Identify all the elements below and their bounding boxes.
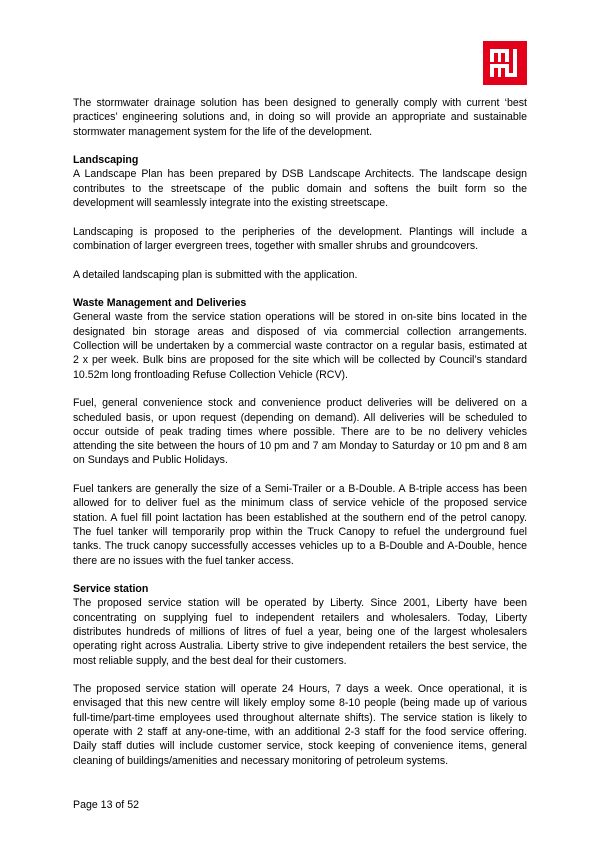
waste-management-heading: Waste Management and Deliveries (73, 297, 247, 310)
landscaping-paragraph-1: A Landscape Plan has been prepared by DSB Landscape Architects. The landscape design contributes to the streetscape of the public domain and softens the built form so the development will seamlessly integrate into the existing streetscape. (73, 168, 527, 210)
document-body (73, 96, 527, 782)
service-paragraph-2: The proposed service station will operate 24 Hours, 7 days a week. Once operational, it is envisaged that this new centre will likely employ some 8-10 people (being made up of various full-time/part-time employees used throughout alternate shifts). The service station is likely to operate with 2 staff at any-one-time, with an additional 2-3 staff for the food service offering. Daily staff duties will include customer service, stock keeping of convenience items, general cleaning of buildings/amenities and necessary monitoring of petroleum systems. (73, 683, 527, 767)
mmj-logo-icon (483, 41, 527, 85)
service-station-heading: Service station (73, 583, 149, 596)
page-number: Page 13 of 52 (73, 799, 139, 811)
landscaping-heading: Landscaping (73, 154, 139, 167)
waste-paragraph-1: General waste from the service station operations will be stored in on-site bins located in the designated bin storage areas and disposed of via commercial collection arrangements. Collection will be undertaken by a commercial waste contractor on a regular basis, estimated at 2 x per week. Bulk bins are proposed for the site which will be collected by Council’s standard 10.52m long frontloading Refuse Collection Vehicle (RCV). (73, 311, 527, 381)
landscaping-paragraph-3: A detailed landscaping plan is submitted with the application. (73, 268, 358, 281)
service-paragraph-1: The proposed service station will be operated by Liberty. Since 2001, Liberty have been concentrating on supplying fuel to independent retailers and wholesalers. Today, Liberty distributes hundreds of millions of litres of fuel a year, being one of the largest wholesalers operating right across Australia. Liberty strive to give independent retailers the best service, the most reliable supply, and the best deal for their customers. (73, 597, 527, 667)
landscaping-paragraph-2: Landscaping is proposed to the peripheries of the development. Plantings will include a combination of larger evergreen trees, together with smaller shrubs and groundcovers. (73, 225, 527, 252)
stormwater-paragraph: The stormwater drainage solution has been designed to generally comply with current ‘best practices’ engineering solutions and, in doing so will provide an appropriate and sustainable stormwater management system for the life of the development. (73, 97, 527, 138)
waste-paragraph-3: Fuel tankers are generally the size of a Semi-Trailer or a B-Double. A B-triple access has been allowed for to deliver fuel as the minimum class of service vehicle of the proposed service station. A fuel fill point lactation has been established at the southern end of the petrol canopy. The fuel tanker will temporarily prop within the Truck Canopy to refuel the underground fuel tanks. The truck canopy successfully accesses vehicles up to a B-Double and A-Double, hence there are no issues with the fuel tanker access. (73, 483, 527, 567)
waste-paragraph-2: Fuel, general convenience stock and convenience product deliveries will be delivered on a scheduled basis, or upon request (depending on demand). All deliveries will be scheduled to occur outside of peak trading times where possible. There are to be no delivery vehicles attending the site between the hours of 10 pm and 7 am Monday to Saturday or 10 pm and 8 am on Sundays and Public Holidays. (73, 397, 527, 467)
